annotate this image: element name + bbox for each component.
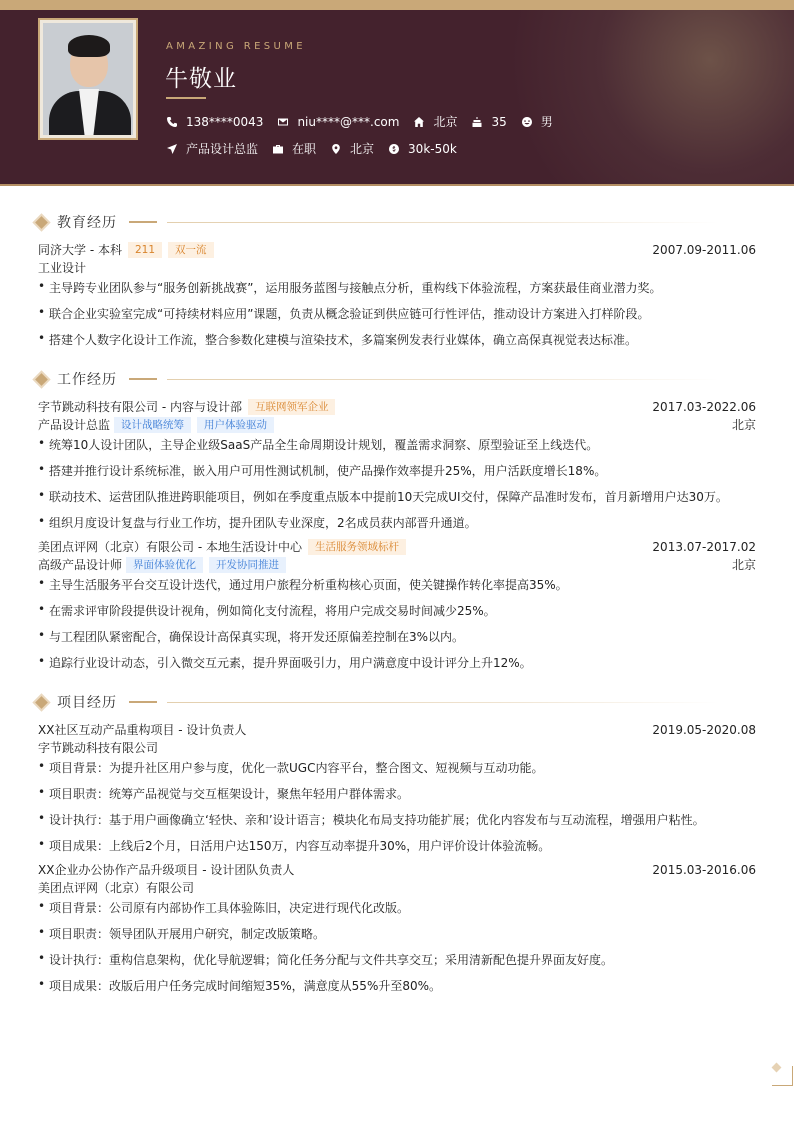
list-item: • 项目成果：改版后用户任务完成时间缩短35%，满意度从55%升至80%。 <box>38 977 758 994</box>
company-name: 字节跳动科技有限公司 - 内容与设计部 <box>38 400 242 414</box>
role-tag: 用户体验驱动 <box>197 417 274 433</box>
project-date: 2015.03-2016.06 <box>652 862 756 877</box>
education-entry-header <box>38 241 756 258</box>
diamond-icon <box>35 373 48 386</box>
briefcase-icon <box>272 143 284 155</box>
status-info <box>272 140 316 157</box>
phone-number: 138****0043 <box>186 114 264 129</box>
resume-eyebrow: AMAZING RESUME <box>166 41 306 52</box>
job-place: 北京 <box>731 418 756 432</box>
job-entry-header <box>38 538 756 555</box>
hometown: 北京 <box>433 115 458 129</box>
salary-info <box>388 142 457 156</box>
top-accent-strip <box>0 0 794 10</box>
list-item: • 联合企业实验室完成“可持续材料应用”课题，负责从概念验证到供应链可行性评估，推动设计方案进入打样阶段。 <box>38 305 758 322</box>
name-underline <box>166 97 206 99</box>
list-item: • 追踪行业设计动态，引入微交互元素，提升界面吸引力，用户满意度中设计评分上升12%。 <box>38 654 758 671</box>
list-item: • 统筹10人设计团队，主导企业级SaaS产品全生命周期设计规划，覆盖需求洞察、原型验证至上线迭代。 <box>38 436 758 453</box>
hometown-info <box>413 113 457 130</box>
projects-section-title: 项目经历 <box>34 692 719 712</box>
company-name: 美团点评网（北京）有限公司 - 本地生活设计中心 <box>38 540 302 554</box>
list-item: • 主导生活服务平台交互设计迭代，通过用户旅程分析重构核心页面，使关键操作转化率提高35%。 <box>38 576 758 593</box>
job-role: 高级产品设计师 <box>38 558 123 572</box>
job-entry-header <box>38 398 756 415</box>
phone-info <box>166 115 263 129</box>
project-org: 美团点评网（北京）有限公司 <box>38 881 195 895</box>
job-date: 2017.03-2022.06 <box>652 399 756 414</box>
list-item: • 组织月度设计复盘与行业工作坊，提升团队专业深度，2名成员获内部晋升通道。 <box>38 514 758 531</box>
job-role-row <box>38 416 756 433</box>
project-org: 字节跳动科技有限公司 <box>38 741 159 755</box>
desired-location: 北京 <box>350 142 375 156</box>
school-name: 同济大学 - 本科 <box>38 243 122 257</box>
age: 35 <box>491 114 507 129</box>
job-title: 产品设计总监 <box>186 142 259 156</box>
education-section-title: 教育经历 <box>34 212 719 232</box>
contact-row <box>166 113 567 130</box>
diamond-icon <box>35 216 48 229</box>
work-section-title: 工作经历 <box>34 369 719 389</box>
candidate-name: 牛敬业 <box>165 66 237 92</box>
expected-salary: 30k-50k <box>408 141 457 156</box>
job-date: 2013.07-2017.02 <box>652 539 756 554</box>
email-address: niu****@***.com <box>297 114 400 129</box>
list-item: • 在需求评审阶段提供设计视角，例如简化支付流程，将用户完成交易时间减少25%。 <box>38 602 758 619</box>
list-item: • 项目成果：上线后2个月，日活用户达150万，内容互动率提升30%，用户评价设计体验流畅。 <box>38 837 758 854</box>
list-item: • 项目职责：领导团队开展用户研究，制定改版策略。 <box>38 925 758 942</box>
project-name: XX企业办公协作产品升级项目 - 设计团队负责人 <box>38 863 295 877</box>
education-major-row <box>38 259 756 276</box>
list-item: • 项目职责：统筹产品视觉与交互框架设计，聚焦年轻用户群体需求。 <box>38 785 758 802</box>
job-role-row <box>38 556 756 573</box>
list-item: • 搭建并推行设计系统标准，嵌入用户可用性测试机制，使产品操作效率提升25%，用户活跃度增长18%。 <box>38 462 758 479</box>
email-info <box>277 115 399 129</box>
school-tag: 双一流 <box>168 242 214 258</box>
money-icon <box>388 143 400 155</box>
job-role: 产品设计总监 <box>38 418 111 432</box>
phone-icon <box>166 116 178 128</box>
project-name: XX社区互动产品重构项目 - 设计负责人 <box>38 723 247 737</box>
employment-status: 在职 <box>292 142 317 156</box>
avatar <box>43 23 133 135</box>
role-tag: 界面体验优化 <box>126 557 203 573</box>
list-item: • 搭建个人数字化设计工作流，整合参数化建模与渲染技术，多篇案例发表行业媒体，确立高保真视觉表达标准。 <box>38 331 758 348</box>
gender: 男 <box>540 115 553 129</box>
list-item: • 联动技术、运营团队推进跨职能项目，例如在季度重点版本中提前10天完成UI交付，保障产品准时发布，首月新增用户达30万。 <box>38 488 758 505</box>
role-tag: 开发协同推进 <box>209 557 286 573</box>
gender-info <box>521 113 553 130</box>
project-entry-header <box>38 721 756 738</box>
list-item: • 项目背景：为提升社区用户参与度，优化一款UGC内容平台，整合图文、短视频与互动功能。 <box>38 759 758 776</box>
mail-icon <box>277 116 289 128</box>
diamond-icon <box>35 696 48 709</box>
location-pin-icon <box>330 143 342 155</box>
project-org-row <box>38 739 756 756</box>
list-item: • 与工程团队紧密配合，确保设计高保真实现，将开发还原偏差控制在3%以内。 <box>38 628 758 645</box>
company-tag: 互联网领军企业 <box>248 399 336 415</box>
resume-header <box>0 10 794 186</box>
role-tag: 设计战略统筹 <box>114 417 191 433</box>
send-icon <box>166 143 178 155</box>
list-item: • 设计执行：基于用户画像确立‘轻快、亲和’设计语言；模块化布局支持功能扩展；优化内容发布与互动流程，增强用户粘性。 <box>38 811 758 828</box>
education-date: 2007.09-2011.06 <box>652 242 756 257</box>
age-info <box>471 115 506 129</box>
job-title-info <box>166 140 258 157</box>
list-item: • 主导跨专业团队参与“服务创新挑战赛”，运用服务蓝图与接触点分析，重构线下体验流程，方案获最佳商业潜力奖。 <box>38 279 758 296</box>
cake-icon <box>471 116 483 128</box>
list-item: • 项目背景：公司原有内部协作工具体验陈旧，决定进行现代化改版。 <box>38 899 758 916</box>
project-date: 2019.05-2020.08 <box>652 722 756 737</box>
job-place: 北京 <box>731 558 756 572</box>
company-tag: 生活服务领域标杆 <box>308 539 406 555</box>
project-org-row <box>38 879 756 896</box>
list-item: • 设计执行：重构信息架构，优化导航逻辑；简化任务分配与文件共享交互；采用清新配色提升界面友好度。 <box>38 951 758 968</box>
home-icon <box>413 116 425 128</box>
location-info <box>330 140 374 157</box>
major: 工业设计 <box>38 261 87 275</box>
profile-photo <box>38 18 138 140</box>
job-intent-row <box>166 140 471 157</box>
school-tag: 211 <box>128 242 162 258</box>
project-entry-header <box>38 861 756 878</box>
smile-face-icon <box>521 116 533 128</box>
